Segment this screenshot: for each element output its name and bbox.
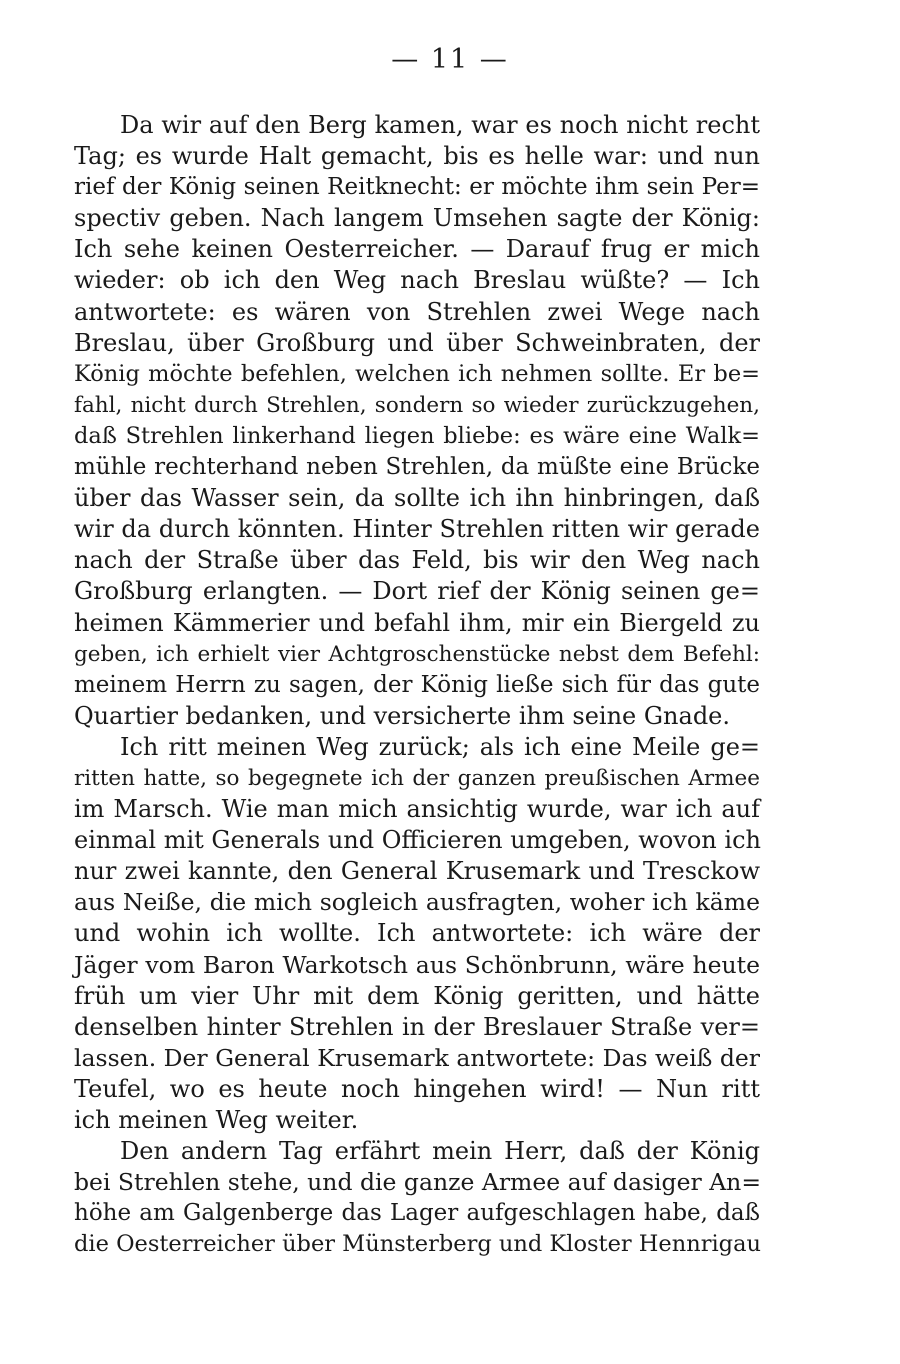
text-line: ritten hatte, so begegnete ich der ganzen preußischen Armee <box>74 765 760 791</box>
text-line: daß Strehlen linkerhand liegen bliebe: es wäre eine Walk= <box>74 422 760 449</box>
text-line: heimen Kämmerier und befahl ihm, mir ein Biergeld zu <box>74 608 760 637</box>
text-line: spectiv geben. Nach langem Umsehen sagte der König: <box>74 204 760 233</box>
text-line: Großburg erlangten. — Dort rief der König seinen ge= <box>74 577 760 606</box>
text-line: mühle rechterhand neben Strehlen, da müßte eine Brücke <box>74 454 760 481</box>
text-line: Jäger vom Baron Warkotsch aus Schönbrunn, wäre heute <box>74 950 760 979</box>
text-line: einmal mit Generals und Officieren umgeben, wovon ich <box>74 826 761 855</box>
text-line: Breslau, über Großburg und über Schweinbraten, der <box>74 328 760 357</box>
text-line: aus Neiße, die mich sogleich ausfragten, woher ich käme <box>74 888 760 917</box>
text-line: Quartier bedanken, und versicherte ihm seine Gnade. <box>74 701 731 730</box>
text-line: Den andern Tag erfährt mein Herr, daß der König <box>120 1137 760 1166</box>
text-line: rief der König seinen Reitknecht: er möchte ihm sein Per= <box>74 174 760 201</box>
body-text <box>74 110 760 1260</box>
text-line: meinem Herrn zu sagen, der König ließe sich für das gute <box>74 671 760 698</box>
text-line: höhe am Galgenberge das Lager aufgeschlagen habe, daß <box>74 1200 760 1227</box>
text-line: König möchte befehlen, welchen ich nehmen sollte. Er be= <box>74 360 760 387</box>
text-line: über das Wasser sein, da sollte ich ihn hinbringen, daß <box>74 484 760 513</box>
text-line: die Oesterreicher über Münsterberg und Kloster Hennrigau <box>74 1231 761 1258</box>
text-line: und wohin ich wollte. Ich antwortete: ich wäre der <box>74 919 760 948</box>
text-line: Ich sehe keinen Oesterreicher. — Darauf frug er mich <box>74 235 760 264</box>
text-line: geben, ich erhielt vier Achtgroschenstücke nebst dem Befehl: <box>74 641 760 667</box>
page-number: — 11 — <box>391 44 509 75</box>
text-line: Ich ritt meinen Weg zurück; als ich eine Meile ge= <box>120 732 760 761</box>
text-line: früh um vier Uhr mit dem König geritten, und hätte <box>74 981 760 1010</box>
text-line: denselben hinter Strehlen in der Breslauer Straße ver= <box>74 1012 760 1041</box>
text-line: wir da durch könnten. Hinter Strehlen ritten wir gerade <box>74 515 760 544</box>
text-line: antwortete: es wären von Strehlen zwei Wege nach <box>74 297 760 326</box>
text-line: wieder: ob ich den Weg nach Breslau wüßte? — Ich <box>74 266 760 295</box>
text-line: fahl, nicht durch Strehlen, sondern so wieder zurückzugehen, <box>74 392 760 418</box>
text-line: Tag; es wurde Halt gemacht, bis es helle war: und nun <box>74 142 760 171</box>
text-line: ich meinen Weg weiter. <box>74 1106 359 1134</box>
text-line: Da wir auf den Berg kamen, war es noch nicht recht <box>120 111 760 139</box>
text-line: Teufel, wo es heute noch hingehen wird! — Nun ritt <box>74 1074 760 1103</box>
text-line: nur zwei kannte, den General Krusemark und Tresckow <box>74 857 760 886</box>
text-line: bei Strehlen stehe, und die ganze Armee auf dasiger An= <box>74 1168 762 1197</box>
text-line: nach der Straße über das Feld, bis wir den Weg nach <box>74 546 760 575</box>
text-line: lassen. Der General Krusemark antwortete: Das weiß der <box>74 1043 760 1072</box>
text-line: im Marsch. Wie man mich ansichtig wurde, war ich auf <box>74 795 760 824</box>
